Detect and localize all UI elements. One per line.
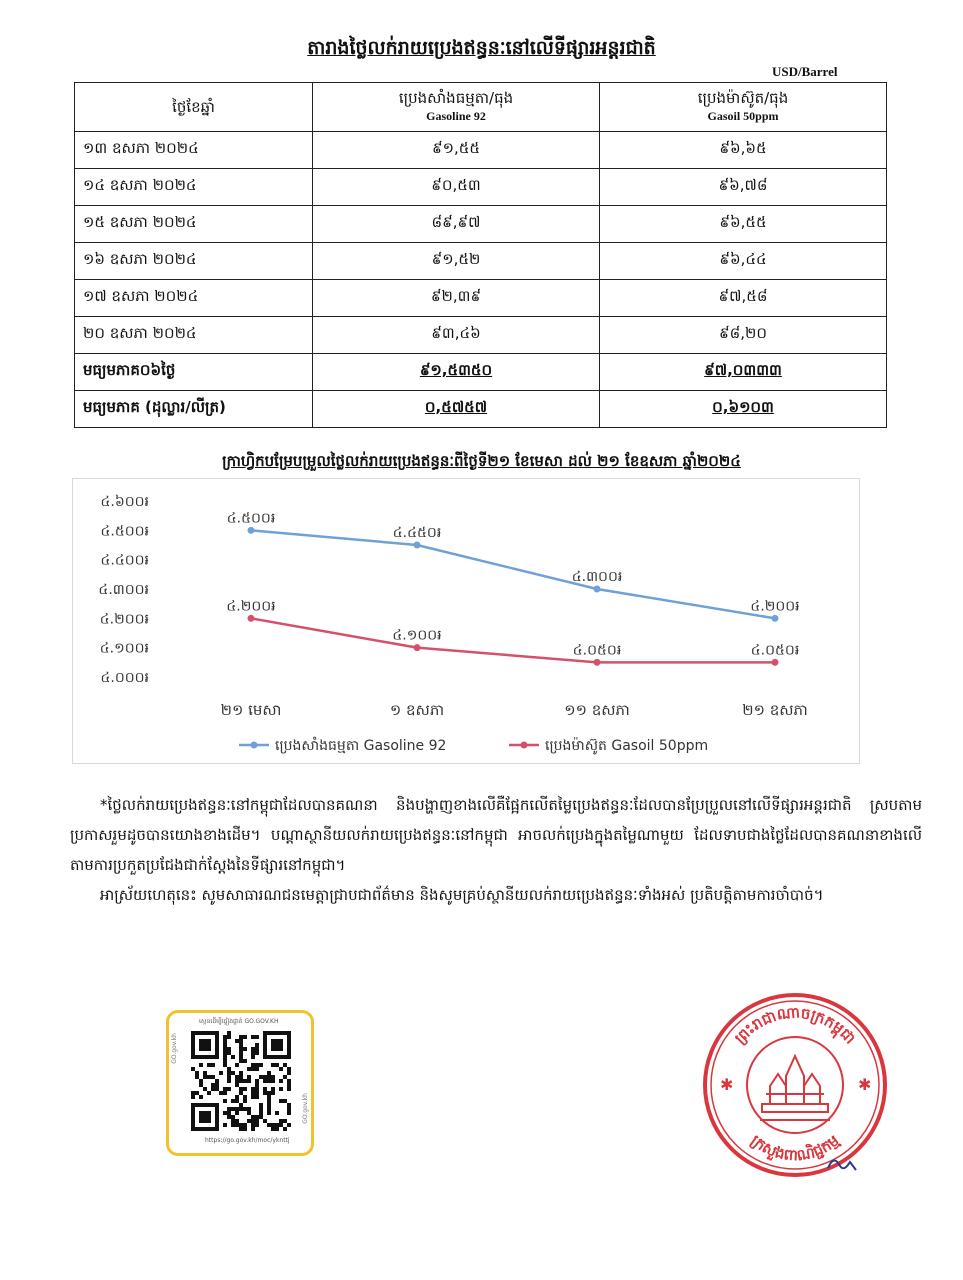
table-row xyxy=(75,206,887,243)
qr-module xyxy=(251,1051,255,1055)
table-row xyxy=(75,317,887,354)
angkor-temple-icon xyxy=(760,1056,830,1120)
qr-module xyxy=(283,1119,287,1123)
average-liter-row xyxy=(75,391,887,428)
qr-module xyxy=(267,1095,271,1099)
data-point xyxy=(772,615,779,622)
qr-module xyxy=(239,1047,243,1051)
qr-module xyxy=(223,1123,227,1127)
qr-module xyxy=(199,1079,203,1083)
qr-module xyxy=(267,1099,271,1103)
qr-code-icon[interactable] xyxy=(191,1031,291,1131)
qr-module xyxy=(247,1119,251,1123)
qr-module xyxy=(195,1071,199,1075)
qr-module xyxy=(279,1087,283,1091)
qr-module xyxy=(239,1059,243,1063)
qr-module xyxy=(243,1079,247,1083)
qr-module xyxy=(283,1099,287,1103)
qr-module xyxy=(199,1083,203,1087)
qr-module xyxy=(235,1083,239,1087)
qr-module xyxy=(239,1107,243,1111)
seal-star-right-icon: ✱ xyxy=(858,1075,872,1094)
qr-module xyxy=(235,1075,239,1079)
qr-module xyxy=(227,1075,231,1079)
qr-module xyxy=(271,1087,275,1091)
qr-module xyxy=(227,1079,231,1083)
qr-module xyxy=(251,1035,255,1039)
qr-module xyxy=(235,1123,239,1127)
qr-module xyxy=(267,1111,271,1115)
qr-module xyxy=(251,1067,255,1071)
qr-module xyxy=(231,1119,235,1123)
qr-module xyxy=(251,1127,255,1131)
qr-module xyxy=(275,1127,279,1131)
qr-module xyxy=(211,1063,215,1067)
qr-module xyxy=(227,1051,231,1055)
qr-module xyxy=(199,1039,211,1051)
qr-module xyxy=(259,1075,263,1079)
seal-center-ring xyxy=(747,1037,843,1133)
line-chart xyxy=(73,479,859,763)
data-label: ៤.៥០០៛ xyxy=(226,510,276,527)
y-tick-label: ៤.២០០៛ xyxy=(99,611,149,628)
qr-module xyxy=(231,1123,235,1127)
qr-module xyxy=(191,1091,195,1095)
average-days-row xyxy=(75,354,887,391)
qr-module xyxy=(271,1063,275,1067)
data-point xyxy=(248,527,255,534)
header-gasoline xyxy=(313,83,600,132)
y-tick-label: ៤.០០០៛ xyxy=(100,670,149,686)
header-date: ថ្ងៃខែឆ្នាំ xyxy=(75,83,313,132)
qr-module xyxy=(283,1075,287,1079)
header-gasoline-sub: Gasoline 92 xyxy=(426,109,486,123)
qr-module xyxy=(243,1099,247,1103)
qr-module xyxy=(251,1119,255,1123)
qr-module xyxy=(219,1071,223,1075)
qr-module xyxy=(235,1063,239,1067)
qr-module xyxy=(239,1043,243,1047)
qr-module xyxy=(255,1067,259,1071)
seal-inner-ring xyxy=(711,1001,879,1169)
unit-label: USD/Barrel xyxy=(772,64,838,79)
row-gasoil: ៩៦,៦៥ xyxy=(600,132,887,169)
header-gasoil-sub: Gasoil 50ppm xyxy=(707,109,779,123)
qr-module xyxy=(239,1127,243,1131)
average-liter-gasoil-value: ០,៦១០៣ xyxy=(712,398,774,416)
qr-module xyxy=(231,1099,235,1103)
qr-module xyxy=(227,1111,231,1115)
x-tick-label: ២១ ឧសភា xyxy=(742,701,808,719)
qr-module xyxy=(255,1083,259,1087)
qr-module xyxy=(259,1111,263,1115)
qr-module xyxy=(207,1075,211,1079)
document-title: តារាងថ្លៃលក់រាយប្រេងឥន្ធនៈនៅលើទីផ្សារអន្តរជាតិ xyxy=(307,37,656,59)
qr-module xyxy=(223,1099,227,1103)
qr-module xyxy=(231,1107,235,1111)
qr-module xyxy=(259,1115,263,1119)
qr-module xyxy=(271,1123,275,1127)
data-point xyxy=(248,615,255,622)
qr-module xyxy=(251,1047,255,1051)
series-line-2 xyxy=(251,618,775,662)
qr-module xyxy=(215,1087,219,1091)
seal-bottom-text: ក្រសួងពាណិជ្ជកម្ម xyxy=(747,1131,843,1165)
qr-module xyxy=(251,1095,255,1099)
x-tick-label: ១១ ឧសភា xyxy=(564,701,630,719)
qr-module xyxy=(255,1115,259,1119)
qr-module xyxy=(231,1055,235,1059)
qr-module xyxy=(199,1111,211,1123)
qr-module xyxy=(255,1079,259,1083)
y-tick-label: ៤.៣០០៛ xyxy=(98,582,149,598)
row-date: ១៣ ឧសភា ២០២៤ xyxy=(75,132,313,169)
body-paragraph-2: អាស្រ័យហេតុនេះ សូមសាធារណជនមេត្តាជ្រាបជាព័ត៌មាន និងសូមគ្រប់ស្ថានីយលក់រាយប្រេងឥន្ធនៈទាំងអស់ ប្រតិបត្តិតាមការចាំបាច់។ xyxy=(100,886,824,904)
qr-module xyxy=(191,1067,195,1071)
qr-module xyxy=(203,1087,207,1091)
qr-module xyxy=(275,1111,279,1115)
qr-module xyxy=(287,1083,291,1087)
data-point xyxy=(772,659,779,666)
qr-module xyxy=(279,1099,283,1103)
legend-marker xyxy=(521,742,528,749)
qr-module xyxy=(239,1087,243,1091)
qr-module xyxy=(287,1111,291,1115)
row-gasoline: ៩៣,៤៦ xyxy=(313,317,600,354)
header-gasoline-label: ប្រេងសាំងធម្មតា/ធុង xyxy=(398,89,514,107)
qr-module xyxy=(235,1039,239,1043)
qr-module xyxy=(267,1079,271,1083)
qr-module xyxy=(263,1119,267,1123)
x-tick-label: ១ ឧសភា xyxy=(389,701,445,719)
qr-module xyxy=(251,1087,255,1091)
qr-module xyxy=(223,1055,227,1059)
qr-module xyxy=(287,1087,291,1091)
data-point xyxy=(414,542,421,549)
qr-module xyxy=(247,1075,251,1079)
qr-module xyxy=(215,1079,219,1083)
qr-module xyxy=(287,1079,291,1083)
qr-module xyxy=(207,1063,211,1067)
data-point xyxy=(594,586,601,593)
qr-module xyxy=(259,1107,263,1111)
header-gasoil-label: ប្រេងម៉ាស៊ូត/ធុង xyxy=(697,89,789,107)
qr-module xyxy=(255,1043,259,1047)
qr-module xyxy=(239,1079,243,1083)
qr-module xyxy=(263,1091,267,1095)
qr-module xyxy=(235,1099,239,1103)
qr-module xyxy=(243,1107,247,1111)
average-liter-gasoline-value: ០,៥៧៥៧ xyxy=(424,398,488,416)
qr-module xyxy=(223,1043,227,1047)
seal-star-left-icon: ✱ xyxy=(720,1075,734,1094)
qr-module xyxy=(251,1115,255,1119)
data-label: ៤.០៥០៛ xyxy=(750,642,800,659)
data-point xyxy=(594,659,601,666)
row-gasoil: ៩៧,៥៨ xyxy=(600,280,887,317)
qr-side-right: GO.gov.kh xyxy=(302,1093,309,1124)
qr-module xyxy=(267,1123,271,1127)
qr-module xyxy=(207,1091,211,1095)
qr-module xyxy=(239,1075,243,1079)
qr-module xyxy=(211,1087,215,1091)
y-tick-label: ៤.៤០០៛ xyxy=(100,552,149,569)
body-paragraph-1: *ថ្លៃលក់រាយប្រេងឥន្ធនៈនៅកម្ពុជាដែលបានគណនា និងបង្ហាញខាងលើគឺផ្អែកលើតម្លៃប្រេងឥន្ធនៈដែលបានប្រែប្រួលនៅលើទីផ្សារអន្តរជាតិ ស្របតាមប្រកាសរួមដូចបានយោងខាងដើម។ បណ្តាស្ថានីយលក់រាយប្រេងឥន្ធនៈនៅកម្ពុជា អាចលក់ប្រេងក្នុងតម្លៃណាមួយ ដែលទាបជាងថ្លៃដែលបានគណនាខាងលើ តាមការប្រកួតប្រជែងជាក់ស្តែងនៃទីផ្សារនៅកម្ពុជា។ xyxy=(70,796,922,874)
legend-label: ប្រេងសាំងធម្មតា Gasoline 92 xyxy=(275,738,447,754)
qr-module xyxy=(283,1063,287,1067)
qr-module xyxy=(279,1067,283,1071)
row-date: ១៧ ឧសភា ២០២៤ xyxy=(75,280,313,317)
chart-container xyxy=(72,478,860,764)
y-tick-label: ៤.១០០៛ xyxy=(99,640,149,657)
qr-side-left: GO.gov.kh xyxy=(171,1033,178,1064)
table-row xyxy=(75,243,887,280)
seal-top-text: ព្រះរាជាណាចក្រកម្ពុជា xyxy=(730,1003,860,1048)
qr-module xyxy=(223,1051,227,1055)
qr-module xyxy=(287,1071,291,1075)
row-date: ១៥ ឧសភា ២០២៤ xyxy=(75,206,313,243)
qr-module xyxy=(267,1075,271,1079)
table-header-row xyxy=(75,83,887,132)
qr-module xyxy=(271,1075,275,1079)
row-date: ១៦ ឧសភា ២០២៤ xyxy=(75,243,313,280)
qr-module xyxy=(223,1087,227,1091)
data-point xyxy=(414,644,421,651)
qr-module xyxy=(231,1071,235,1075)
qr-module xyxy=(227,1067,231,1071)
qr-module xyxy=(247,1079,251,1083)
x-tick-label: ២១ មេសា xyxy=(220,701,282,719)
qr-module xyxy=(227,1047,231,1051)
legend-label: ប្រេងម៉ាស៊ូត Gasoil 50ppm xyxy=(545,738,709,754)
header-gasoil xyxy=(600,83,887,132)
data-label: ៤.២០០៛ xyxy=(226,598,276,615)
qr-module xyxy=(255,1047,259,1051)
qr-module xyxy=(227,1107,231,1111)
qr-module xyxy=(223,1111,227,1115)
y-tick-label: ៤.៥០០៛ xyxy=(100,523,149,540)
data-label: ៤.៣០០៛ xyxy=(571,569,623,585)
data-label: ៤.១០០៛ xyxy=(392,627,442,644)
average-days-label: មធ្យមភាគ០៦ថ្ងៃ xyxy=(75,354,313,391)
qr-module xyxy=(251,1123,255,1127)
qr-module xyxy=(287,1067,291,1071)
average-days-gasoil xyxy=(600,354,887,391)
qr-module xyxy=(223,1039,227,1043)
qr-module xyxy=(239,1091,243,1095)
row-gasoline: ៩២,៣៩ xyxy=(313,280,600,317)
qr-module xyxy=(235,1095,239,1099)
qr-module xyxy=(223,1063,227,1067)
row-gasoline: ៩១,៥៥ xyxy=(313,132,600,169)
qr-module xyxy=(195,1075,199,1079)
qr-module xyxy=(251,1055,255,1059)
row-gasoline: ៩០,៥៣ xyxy=(313,169,600,206)
qr-module xyxy=(243,1095,247,1099)
qr-module xyxy=(247,1107,251,1111)
qr-module xyxy=(255,1035,259,1039)
qr-module xyxy=(227,1115,231,1119)
row-gasoil: ៩៦,៤៤ xyxy=(600,243,887,280)
qr-module xyxy=(259,1103,263,1107)
table-row xyxy=(75,169,887,206)
qr-module xyxy=(235,1119,239,1123)
qr-module xyxy=(255,1119,259,1123)
price-table xyxy=(74,82,887,428)
qr-module xyxy=(235,1107,239,1111)
qr-module xyxy=(243,1087,247,1091)
qr-url: https://go.gov.kh/moc/yknttj xyxy=(205,1137,290,1144)
data-label: ៤.២០០៛ xyxy=(750,598,800,615)
y-tick-label: ៤.៦០០៛ xyxy=(100,494,149,510)
qr-module xyxy=(243,1047,247,1051)
qr-module xyxy=(211,1075,215,1079)
qr-module xyxy=(283,1127,287,1131)
qr-module xyxy=(239,1035,243,1039)
qr-module xyxy=(267,1071,271,1075)
qr-module xyxy=(271,1039,283,1051)
qr-module xyxy=(223,1035,227,1039)
average-liter-label: មធ្យមភាគ (ដុល្លារ/លីត្រ) xyxy=(75,391,313,428)
qr-module xyxy=(239,1039,243,1043)
qr-module xyxy=(271,1127,275,1131)
qr-module xyxy=(239,1103,243,1107)
average-days-gasoline xyxy=(313,354,600,391)
data-label: ៤.០៥០៛ xyxy=(572,642,622,659)
row-date: ២០ ឧសភា ២០២៤ xyxy=(75,317,313,354)
average-days-gasoline-value: ៩១,៥៣៥០ xyxy=(419,361,493,379)
qr-module xyxy=(267,1107,271,1111)
row-gasoil: ៩៦,៥៥ xyxy=(600,206,887,243)
qr-module xyxy=(243,1059,247,1063)
qr-module xyxy=(247,1067,251,1071)
qr-module xyxy=(287,1103,291,1107)
qr-module xyxy=(199,1063,203,1067)
average-liter-gasoil xyxy=(600,391,887,428)
qr-module xyxy=(211,1083,215,1087)
qr-module xyxy=(227,1035,231,1039)
qr-module xyxy=(279,1119,283,1123)
qr-module xyxy=(251,1091,255,1095)
row-gasoline: ៨៩,៩៧ xyxy=(313,206,600,243)
qr-module xyxy=(275,1123,279,1127)
qr-module xyxy=(251,1063,255,1067)
qr-module xyxy=(243,1035,247,1039)
qr-module xyxy=(223,1047,227,1051)
qr-module xyxy=(255,1063,259,1067)
row-date: ១៤ ឧសភា ២០២៤ xyxy=(75,169,313,206)
chart-title: ក្រាហ្វិកបម្រែបម្រួលថ្លៃលក់រាយប្រេងឥន្ធនៈពីថ្ងៃទី២១ ខែមេសា ដល់ ២១ ខែឧសភា ឆ្នាំ២០២៤ xyxy=(222,452,741,470)
ministry-seal xyxy=(700,990,890,1180)
qr-module xyxy=(227,1031,231,1035)
qr-module xyxy=(199,1095,203,1099)
qr-module xyxy=(239,1051,243,1055)
qr-module xyxy=(223,1091,227,1095)
qr-module xyxy=(259,1063,263,1067)
qr-module xyxy=(203,1075,207,1079)
qr-module xyxy=(227,1071,231,1075)
qr-module xyxy=(267,1103,271,1107)
qr-module xyxy=(255,1091,259,1095)
qr-module xyxy=(239,1055,243,1059)
row-gasoil: ៩៨,២០ xyxy=(600,317,887,354)
qr-module xyxy=(239,1123,243,1127)
qr-module xyxy=(231,1115,235,1119)
qr-module xyxy=(275,1063,279,1067)
qr-module xyxy=(243,1123,247,1127)
qr-module xyxy=(263,1079,267,1083)
qr-module xyxy=(227,1087,231,1091)
qr-module xyxy=(247,1111,251,1115)
legend-marker xyxy=(251,742,258,749)
qr-module xyxy=(243,1127,247,1131)
qr-module xyxy=(215,1083,219,1087)
average-days-gasoil-value: ៩៧,០៣៣៣ xyxy=(704,361,782,379)
qr-module xyxy=(191,1095,195,1099)
qr-module xyxy=(255,1123,259,1127)
data-label: ៤.៤៥០៛ xyxy=(392,525,442,541)
row-gasoil: ៩៦,៧៨ xyxy=(600,169,887,206)
table-row xyxy=(75,280,887,317)
series-line-1 xyxy=(251,530,775,618)
qr-module xyxy=(279,1079,283,1083)
qr-module xyxy=(287,1107,291,1111)
qr-module xyxy=(219,1091,223,1095)
qr-module xyxy=(287,1123,291,1127)
qr-module xyxy=(271,1079,275,1083)
qr-module xyxy=(263,1075,267,1079)
qr-module xyxy=(279,1123,283,1127)
qr-module xyxy=(239,1071,243,1075)
qr-module xyxy=(255,1095,259,1099)
qr-module xyxy=(255,1087,259,1091)
table-row xyxy=(75,132,887,169)
qr-card xyxy=(166,1010,314,1156)
qr-module xyxy=(263,1087,267,1091)
qr-header: ស្កេនដើម្បីផ្ទៀងផ្ទាត់ GO.GOV.KH xyxy=(199,1018,279,1025)
qr-module xyxy=(195,1091,199,1095)
row-gasoline: ៩១,៥២ xyxy=(313,243,600,280)
qr-module xyxy=(267,1091,271,1095)
qr-module xyxy=(235,1079,239,1083)
qr-module xyxy=(255,1051,259,1055)
qr-module xyxy=(223,1059,227,1063)
qr-module xyxy=(235,1111,239,1115)
qr-module xyxy=(271,1091,275,1095)
average-liter-gasoline xyxy=(313,391,600,428)
qr-module xyxy=(203,1071,207,1075)
